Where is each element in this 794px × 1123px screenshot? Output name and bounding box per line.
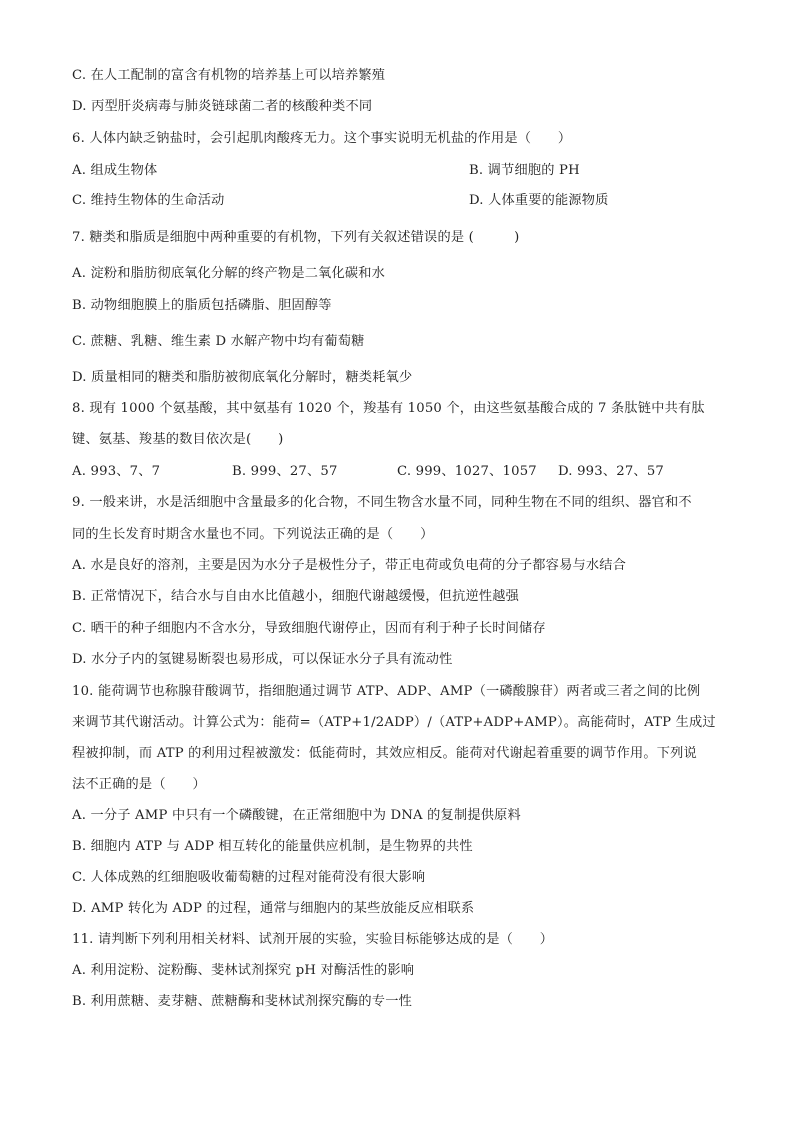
q7-option-c: C. 蔗糖、乳糖、维生素 D 水解产物中均有葡萄糖 <box>72 334 365 349</box>
q7-option-a: A. 淀粉和脂肪彻底氧化分解的终产物是二氧化碳和水 <box>72 266 386 281</box>
q9-stem-line2: 同的生长发育时期含水量也不同。下列说法正确的是（ ） <box>72 527 434 542</box>
q9-option-d: D. 水分子内的氢键易断裂也易形成，可以保证水分子具有流动性 <box>72 652 453 667</box>
q6-stem: 6. 人体内缺乏钠盐时，会引起肌肉酸疼无力。这个事实说明无机盐的作用是（ ） <box>72 131 572 146</box>
q10-stem-line2: 来调节其代谢活动。计算公式为：能荷=（ATP+1/2ADP）/（ATP+ADP+AMP）。高能荷时，ATP 生成过 <box>72 715 716 730</box>
q8-option-a: A. 993、7、7 <box>72 464 161 479</box>
q7-stem: 7. 糖类和脂质是细胞中两种重要的有机物，下列有关叙述错误的是 ( ) <box>72 230 520 245</box>
q8-option-d: D. 993、27、57 <box>558 464 664 479</box>
q10-stem-line1: 10. 能荷调节也称腺苷酸调节，指细胞通过调节 ATP、ADP、AMP（一磷酸腺苷）两者或三者之间的比例 <box>72 684 701 699</box>
q5-option-c: C. 在人工配制的富含有机物的培养基上可以培养繁殖 <box>72 68 386 83</box>
q11-option-a: A. 利用淀粉、淀粉酶、斐林试剂探究 pH 对酶活性的影响 <box>72 963 415 978</box>
q6-options-row1 <box>72 162 580 180</box>
q6-option-c: C. 维持生物体的生命活动 <box>72 193 225 208</box>
q9-option-c: C. 晒干的种子细胞内不含水分，导致细胞代谢停止，因而有利于种子长时间储存 <box>72 621 546 636</box>
q8-stem-line2: 键、氨基、羧基的数目依次是( ) <box>72 432 284 447</box>
q11-stem: 11. 请判断下列利用相关材料、试剂开展的实验，实验目标能够达成的是（ ） <box>72 932 554 947</box>
q6-option-a: A. 组成生物体 <box>72 163 158 178</box>
q6-option-d: D. 人体重要的能源物质 <box>469 193 609 208</box>
q7-option-d: D. 质量相同的糖类和脂肪被彻底氧化分解时，糖类耗氧少 <box>72 370 413 385</box>
q8-stem-line1: 8. 现有 1000 个氨基酸，其中氨基有 1020 个，羧基有 1050 个，由这些氨基酸合成的 7 条肽链中共有肽 <box>72 401 705 416</box>
q9-stem-line1: 9. 一般来讲，水是活细胞中含量最多的化合物，不同生物含水量不同，同种生物在不同的组织、器官和不 <box>72 495 692 510</box>
q9-option-a: A. 水是良好的溶剂，主要是因为水分子是极性分子，带正电荷或负电荷的分子都容易与水结合 <box>72 558 627 573</box>
q11-option-b: B. 利用蔗糖、麦芽糖、蔗糖酶和斐林试剂探究酶的专一性 <box>72 994 412 1009</box>
q6-option-b: B. 调节细胞的 PH <box>469 163 580 178</box>
q10-option-a: A. 一分子 AMP 中只有一个磷酸键，在正常细胞中为 DNA 的复制提供原料 <box>72 808 521 823</box>
q9-option-b: B. 正常情况下，结合水与自由水比值越小，细胞代谢越缓慢，但抗逆性越强 <box>72 589 520 604</box>
q10-option-d: D. AMP 转化为 ADP 的过程，通常与细胞内的某些放能反应相联系 <box>72 901 475 916</box>
q7-option-b: B. 动物细胞膜上的脂质包括磷脂、胆固醇等 <box>72 298 332 313</box>
q10-stem-line3: 程被抑制，而 ATP 的利用过程被激发：低能荷时，其效应相反。能荷对代谢起着重要的调节作用。下列说 <box>72 746 697 761</box>
q5-option-d: D. 丙型肝炎病毒与肺炎链球菌二者的核酸种类不同 <box>72 99 373 114</box>
q8-option-c: C. 999、1027、1057 <box>397 464 537 479</box>
q10-option-c: C. 人体成熟的红细胞吸收葡萄糖的过程对能荷没有很大影响 <box>72 870 426 885</box>
q10-stem-line4: 法不正确的是（ ） <box>72 777 206 792</box>
q10-option-b: B. 细胞内 ATP 与 ADP 相互转化的能量供应机制，是生物界的共性 <box>72 839 473 854</box>
q8-option-b: B. 999、27、57 <box>232 464 338 479</box>
q6-options-row2 <box>72 192 609 210</box>
